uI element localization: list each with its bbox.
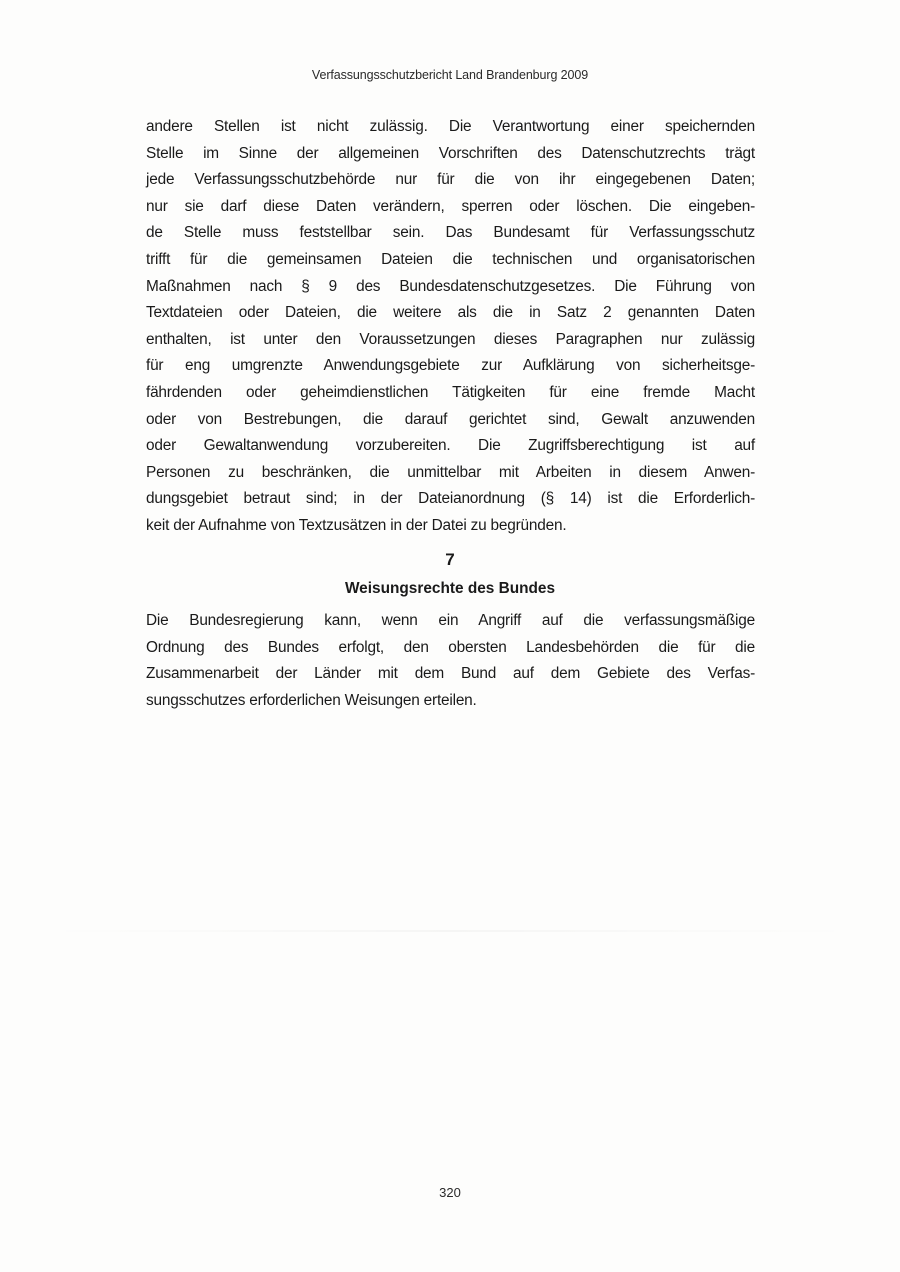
paragraph-line: Textdateien oder Dateien, die weitere als die in Satz 2 genannten Daten	[146, 304, 755, 322]
paragraph-line: fährdenden oder geheimdienstlichen Tätigkeiten für eine fremde Macht	[146, 383, 755, 401]
paragraph-line: de Stelle muss feststellbar sein. Das Bundesamt für Verfassungsschutz	[146, 224, 755, 242]
paragraph-line: dungsgebiet betraut sind; in der Dateianordnung (§ 14) ist die Erforderlich-	[146, 490, 755, 508]
paragraph-line: Zusammenarbeit der Länder mit dem Bund auf dem Gebiete des Verfas-	[146, 665, 755, 683]
paragraph-line: andere Stellen ist nicht zulässig. Die Verantwortung einer speichernden	[146, 118, 755, 135]
scan-artifact	[40, 930, 860, 932]
paragraph-2	[146, 608, 755, 714]
paragraph-line: Stelle im Sinne der allgemeinen Vorschriften des Datenschutzrechts trägt	[146, 144, 755, 162]
paragraph-line: enthalten, ist unter den Voraussetzungen dieses Paragraphen nur zulässig	[146, 330, 755, 348]
paragraph-line: Personen zu beschränken, die unmittelbar mit Arbeiten in diesem Anwen-	[146, 463, 755, 481]
paragraph-line: oder von Bestrebungen, die darauf gerichtet sind, Gewalt anzuwenden	[146, 410, 755, 428]
paragraph-line: nur sie darf diese Daten verändern, sperren oder löschen. Die eingeben-	[146, 197, 755, 215]
paragraph-line: jede Verfassungsschutzbehörde nur für die von ihr eingegebenen Daten;	[146, 171, 755, 189]
paragraph-1	[146, 114, 755, 540]
paragraph-line: keit der Aufnahme von Textzusätzen in der Datei zu begründen.	[146, 516, 567, 534]
paragraph-line: Ordnung des Bundes erfolgt, den obersten Landesbehörden die für die	[146, 638, 755, 656]
paragraph-line: trifft für die gemeinsamen Dateien die technischen und organisatorischen	[146, 250, 755, 268]
paragraph-line: Die Bundesregierung kann, wenn ein Angriff auf die verfassungsmäßige	[146, 612, 755, 629]
paragraph-line: für eng umgrenzte Anwendungsgebiete zur Aufklärung von sicherheitsge-	[146, 357, 755, 375]
section-number: 7	[445, 550, 455, 569]
paragraph-line: Maßnahmen nach § 9 des Bundesdatenschutzgesetzes. Die Führung von	[146, 277, 755, 295]
section-heading: Weisungsrechte des Bundes	[344, 580, 556, 597]
paragraph-line: sungsschutzes erforderlichen Weisungen erteilen.	[146, 691, 477, 709]
page-number: 320	[439, 1185, 461, 1200]
paragraph-line: oder Gewaltanwendung vorzubereiten. Die Zugriffsberechtigung ist auf	[146, 437, 755, 455]
running-header: Verfassungsschutzbericht Land Brandenburg 2009	[311, 68, 589, 82]
